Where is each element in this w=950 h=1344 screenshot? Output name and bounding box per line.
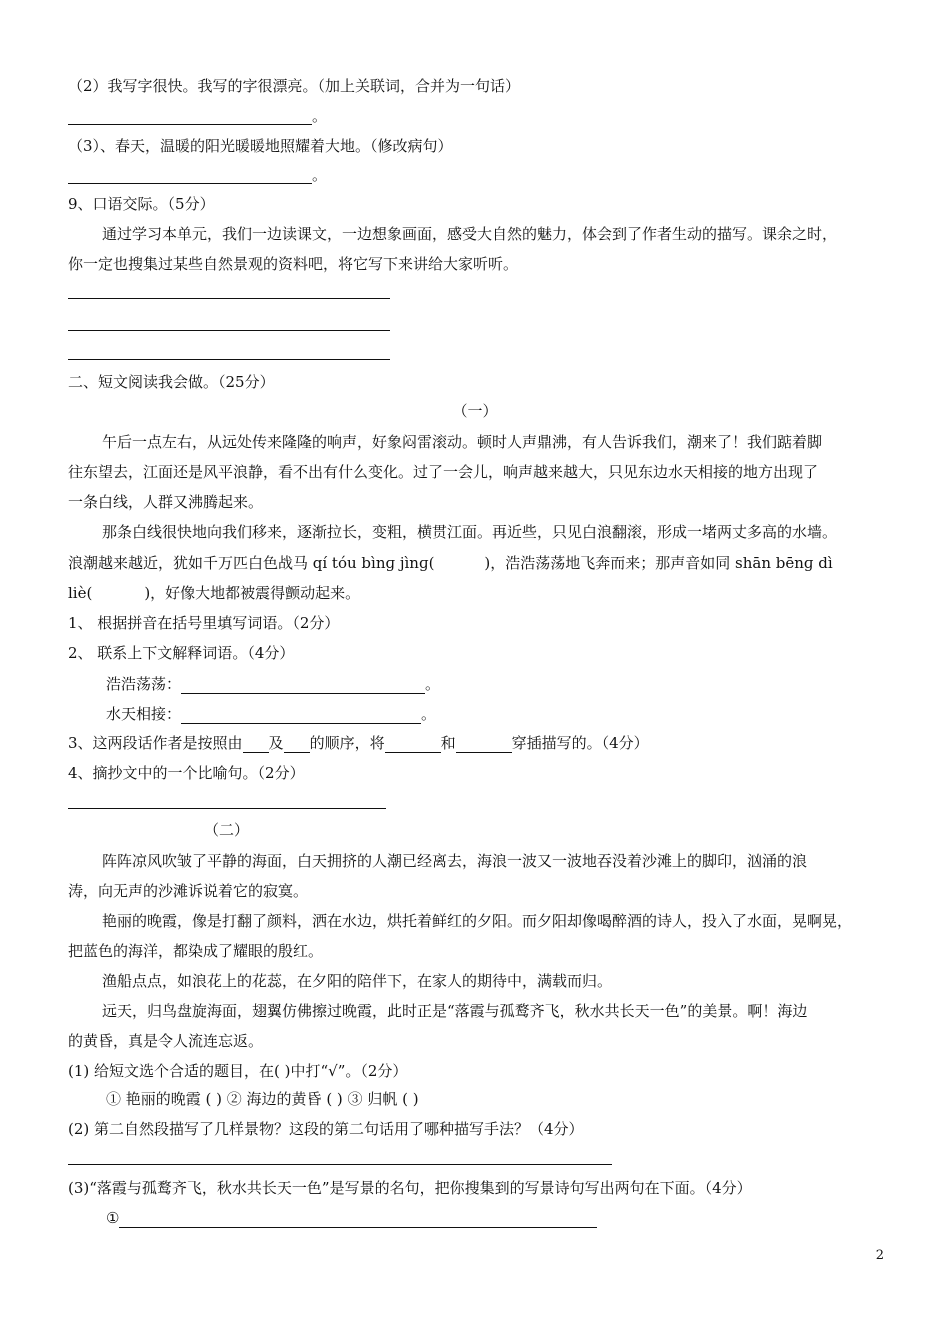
period: 。 [425,675,441,693]
passage-text: )，好像大地都被震得颤动起来。 [144,584,361,602]
answer-line[interactable] [68,298,390,299]
passage2-label: （二） [204,821,250,839]
q9-para-line2: 你一定也搜集过某些自然景观的资料吧，将它写下来讲给大家听听。 [68,255,519,273]
pinyin-text: liè( [68,584,93,602]
answer-line[interactable] [68,359,390,360]
period: 。 [312,166,328,184]
answer-blank[interactable] [284,736,310,753]
term-label: 浩浩荡荡： [106,675,182,693]
passage1-q1: 1、 根据拼音在括号里填写词语。（2分） [68,614,340,632]
q3-text: 的顺序，将 [309,734,385,752]
part2-title: 二、短文阅读我会做。（25分） [68,373,275,391]
passage2-q1-options[interactable]: ① 艳丽的晚霞 ( ) ② 海边的黄昏 ( ) ③ 归帆 ( ) [106,1090,419,1108]
q3-text: 穿插描写的。（4分） [511,734,649,752]
q8-item3: （3）、春天，温暖的阳光暖暖地照耀着大地。（修改病句） [68,137,453,155]
passage2-p1-line2: 涛，向无声的沙滩诉说着它的寂寞。 [68,882,309,900]
answer-line[interactable] [68,808,386,809]
passage2-p4-line1: 远天，归鸟盘旋海面，翅翼仿佛擦过晚霞，此时正是“落霞与孤鹜齐飞，秋水共长天一色”的美景。啊！海边 [102,1002,808,1020]
passage1-q2b [106,704,436,724]
answer-line[interactable] [68,183,312,184]
passage1-p1-line3: 一条白线，人群又沸腾起来。 [68,493,264,511]
period: 。 [421,705,437,723]
answer-line[interactable] [68,1164,612,1165]
answer-line[interactable] [181,707,421,724]
answer-blank[interactable] [243,736,269,753]
passage2-q1: (1) 给短文选个合适的题目，在( )中打“√”。（2分） [68,1062,408,1080]
passage1-q3 [68,733,649,753]
passage2-p4-line2: 的黄昏，真是令人流连忘返。 [68,1032,264,1050]
q3-text: 及 [268,734,284,752]
passage1-q2a [106,674,440,694]
passage2-q2: (2) 第二自然段描写了几样景物？这段的第二句话用了哪种描写手法？（4分） [68,1120,584,1138]
q3-text: 和 [440,734,456,752]
pinyin-text: 浪潮越来越近，犹如千万匹白色战马 qí tóu bìnɡ jìnɡ( [68,554,435,572]
passage2-p3: 渔船点点，如浪花上的花蕊，在夕阳的陪伴下，在家人的期待中，满载而归。 [102,972,613,990]
passage1-label: （一） [452,402,498,420]
term-label: 水天相接： [106,705,182,723]
passage1-p2-line2 [68,553,833,573]
passage1-p2-line3 [68,583,360,603]
answer-line[interactable] [68,124,312,125]
answer-line[interactable] [181,677,425,694]
passage2-q3-answer [106,1208,597,1228]
answer-blank[interactable] [456,736,512,753]
answer-blank[interactable] [385,736,441,753]
circled-number: ① [106,1209,120,1227]
passage2-p2-line1: 艳丽的晚霞，像是打翻了颜料，洒在水边，烘托着鲜红的夕阳。而夕阳却像喝醉酒的诗人，投入了水面，晃啊晃， [102,912,853,930]
answer-line[interactable] [68,330,390,331]
pinyin-text: )，浩浩荡荡地飞奔而来；那声音如同 shān bēnɡ dì [484,554,833,572]
q3-text: 3、这两段话作者是按照由 [68,734,243,752]
passage1-p1-line2: 往东望去，江面还是风平浪静，看不出有什么变化。过了一会儿，响声越来越大，只见东边水天相接的地方出现了 [68,463,819,481]
q9-para-line1: 通过学习本单元，我们一边读课文，一边想象画面，感受大自然的魅力，体会到了作者生动的描写。课余之时， [102,225,838,243]
q8-item2: （2）我写字很快。我写的字很漂亮。（加上关联词，合并为一句话） [68,77,521,95]
passage2-p1-line1: 阵阵凉风吹皱了平静的海面，白天拥挤的人潮已经离去，海浪一波又一波地吞没着沙滩上的脚印，汹涌的浪 [102,852,808,870]
passage2-p2-line2: 把蓝色的海洋，都染成了耀眼的殷红。 [68,942,324,960]
passage2-q3: (3)“落霞与孤鹜齐飞，秋水共长天一色”是写景的名句，把你搜集到的写景诗句写出两句在下面。（4分） [68,1179,752,1197]
passage1-q2: 2、 联系上下文解释词语。（4分） [68,644,295,662]
page-number: 2 [875,1248,884,1263]
passage1-q4: 4、摘抄文中的一个比喻句。（2分） [68,764,305,782]
passage1-p2-line1: 那条白线很快地向我们移来，逐渐拉长，变粗，横贯江面。再近些，只见白浪翻滚，形成一堵两丈多高的水墙。 [102,523,838,541]
period: 。 [312,107,328,125]
passage1-p1-line1: 午后一点左右，从远处传来隆隆的响声，好象闷雷滚动。顿时人声鼎沸，有人告诉我们，潮来了！我们踮着脚 [102,433,823,451]
answer-line[interactable] [119,1211,597,1228]
q9-title: 9、口语交际。（5分） [68,195,215,213]
